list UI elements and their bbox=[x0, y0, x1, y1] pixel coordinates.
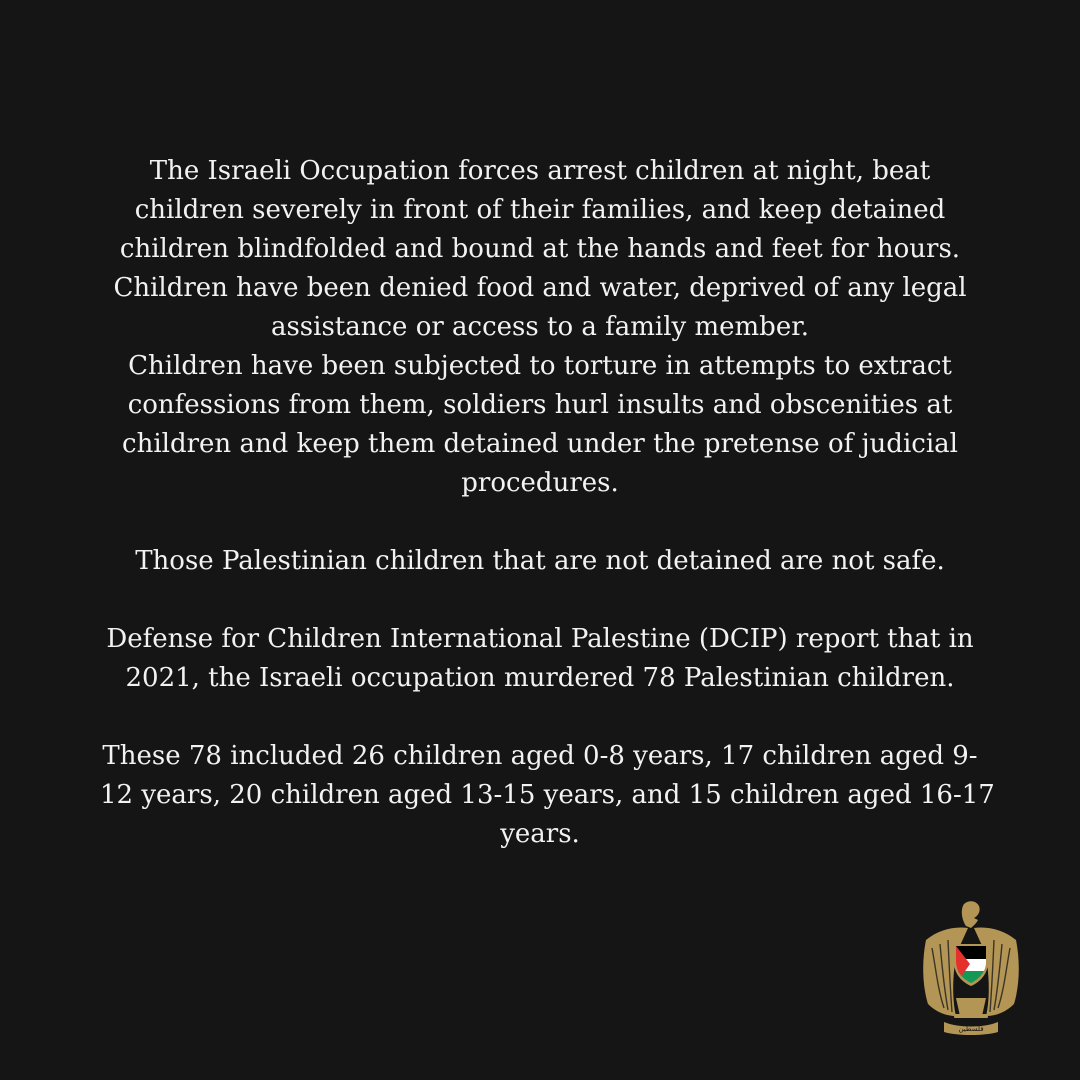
text-line: Those Palestinian children that are not detained are not safe. bbox=[135, 546, 945, 576]
text-line: The Israeli Occupation forces arrest children at night, beat bbox=[149, 156, 931, 186]
text-line: Children have been subjected to torture in attempts to extract bbox=[128, 351, 952, 381]
text-line: children and keep them detained under the pretense of judicial bbox=[122, 429, 958, 459]
text-line: procedures. bbox=[461, 468, 619, 498]
paragraph-dcip-report bbox=[0, 620, 1080, 698]
text-line: confessions from them, soldiers hurl insults and obscenities at bbox=[127, 390, 953, 420]
eagle-feet bbox=[954, 1014, 988, 1018]
flag-shield bbox=[954, 944, 988, 986]
statement-text bbox=[0, 152, 1080, 854]
emblem-caption: فلسطين bbox=[958, 1025, 984, 1033]
text-line: 12 years, 20 children aged 13-15 years, and 15 children aged 16-17 bbox=[100, 780, 995, 810]
text-line: Children have been denied food and water, deprived of any legal bbox=[113, 273, 967, 303]
text-line: 2021, the Israeli occupation murdered 78 Palestinian children. bbox=[125, 663, 955, 693]
text-line: children blindfolded and bound at the hands and feet for hours. bbox=[119, 234, 961, 264]
text-line: These 78 included 26 children aged 0-8 years, 17 children aged 9- bbox=[102, 741, 978, 771]
text-line: years. bbox=[500, 819, 580, 849]
paragraph-torture bbox=[0, 347, 1080, 503]
paragraph-not-safe bbox=[0, 542, 1080, 581]
text-line: assistance or access to a family member. bbox=[270, 312, 810, 342]
paragraph-arrests bbox=[0, 152, 1080, 347]
text-line: Defense for Children International Palestine (DCIP) report that in bbox=[106, 624, 974, 654]
eagle-head bbox=[962, 901, 980, 928]
text-line: children severely in front of their families, and keep detained bbox=[134, 195, 946, 225]
palestinian-eagle-emblem-icon bbox=[918, 900, 1024, 1036]
eagle-body bbox=[956, 998, 986, 1016]
paragraph-age-breakdown bbox=[0, 737, 1080, 854]
